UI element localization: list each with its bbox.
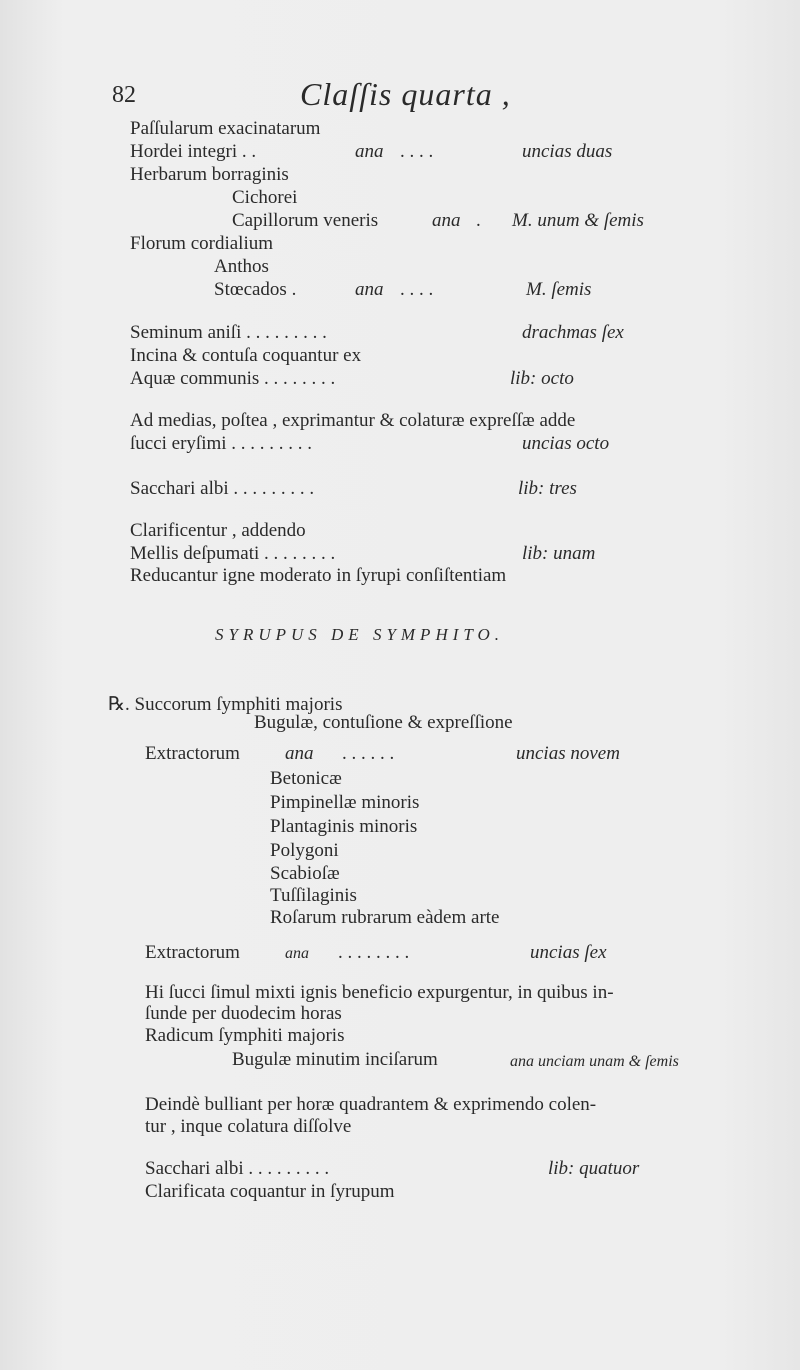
ingredient-line: Aquæ communis . . . . . . . .: [130, 368, 336, 389]
ana-mark: ana: [285, 945, 309, 962]
ingredient-line: Hordei integri . .: [130, 141, 257, 162]
ingredient-line: Extractorum: [145, 743, 240, 764]
ingredient-line: Polygoni: [270, 840, 339, 861]
quantity: lib: tres: [518, 478, 577, 499]
instruction-line: Ad medias, poſtea , exprimantur & colaturæ expreſſæ adde: [130, 410, 576, 431]
leader-dots: .: [476, 210, 481, 231]
ingredient-line: Anthos: [214, 256, 269, 277]
ingredient-line: Plantaginis minoris: [270, 816, 418, 837]
instruction-line: ſunde per duodecim horas: [145, 1003, 342, 1024]
quantity: ana unciam unam & ſemis: [510, 1053, 679, 1070]
instruction-line: Incina & contuſa coquantur ex: [130, 345, 362, 366]
ingredient-line: Scabioſæ: [270, 863, 340, 884]
ingredient-line: Paſſularum exacinatarum: [130, 118, 321, 139]
instruction-line: Clarificentur , addendo: [130, 520, 306, 541]
quantity: uncias octo: [522, 433, 610, 454]
ingredient-line: ℞. Succorum ſymphiti majoris: [108, 694, 343, 715]
ingredient-line: Roſarum rubrarum eàdem arte: [270, 907, 500, 928]
ingredient-line: Mellis deſpumati . . . . . . . .: [130, 543, 336, 564]
instruction-line: Reducantur igne moderato in ſyrupi conſiſtentiam: [130, 565, 507, 586]
ana-mark: ana: [355, 141, 384, 162]
page-title: Claſſis quarta ,: [300, 76, 511, 112]
ingredient-line: Stœcados .: [214, 279, 297, 300]
ingredient-line: Sacchari albi . . . . . . . . .: [145, 1158, 330, 1179]
ingredient-line: Capillorum veneris: [232, 210, 379, 231]
leader-dots: . . . .: [400, 141, 434, 162]
ana-mark: ana: [432, 210, 461, 231]
ana-mark: ana: [285, 743, 314, 764]
ingredient-line: Tuſſilaginis: [270, 885, 357, 906]
ingredient-line: Seminum aniſi . . . . . . . . .: [130, 322, 327, 343]
ingredient-line: Radicum ſymphiti majoris: [145, 1025, 345, 1046]
ingredient-line: Extractorum: [145, 942, 240, 963]
section-heading: SYRUPUS DE SYMPHITO.: [215, 625, 505, 644]
instruction-line: Deindè bulliant per horæ quadrantem & exprimendo colen-: [145, 1094, 597, 1115]
ingredient-line: Cichorei: [232, 187, 298, 208]
ingredient-line: Sacchari albi . . . . . . . . .: [130, 478, 315, 499]
quantity: uncias novem: [516, 743, 620, 764]
ingredient-line: Betonicæ: [270, 768, 342, 789]
instruction-line: Hi ſucci ſimul mixti ignis beneficio expurgentur, in quibus in-: [145, 982, 614, 1003]
ingredient-line: Herbarum borraginis: [130, 164, 289, 185]
ingredient-line: ſucci eryſimi . . . . . . . . .: [130, 433, 313, 454]
quantity: uncias ſex: [530, 942, 607, 963]
ingredient-line: Bugulæ minutim inciſarum: [232, 1049, 438, 1070]
quantity: lib: octo: [510, 368, 574, 389]
leader-dots: . . . . . .: [342, 743, 395, 764]
leader-dots: . . . . . . . .: [338, 942, 410, 963]
quantity: M. ſemis: [526, 279, 592, 300]
ingredient-line: Pimpinellæ minoris: [270, 792, 420, 813]
page-number: 82: [112, 82, 136, 108]
quantity: uncias duas: [522, 141, 613, 162]
quantity: lib: quatuor: [548, 1158, 640, 1179]
instruction-line: tur , inque colatura diſſolve: [145, 1116, 352, 1137]
ingredient-line: Florum cordialium: [130, 233, 274, 254]
ingredient-line: Bugulæ, contuſione & expreſſione: [254, 712, 513, 733]
quantity: lib: unam: [522, 543, 596, 564]
quantity: drachmas ſex: [522, 322, 624, 343]
quantity: M. unum & ſemis: [512, 210, 644, 231]
instruction-line: Clarificata coquantur in ſyrupum: [145, 1181, 395, 1202]
ana-mark: ana: [355, 279, 384, 300]
leader-dots: . . . .: [400, 279, 434, 300]
